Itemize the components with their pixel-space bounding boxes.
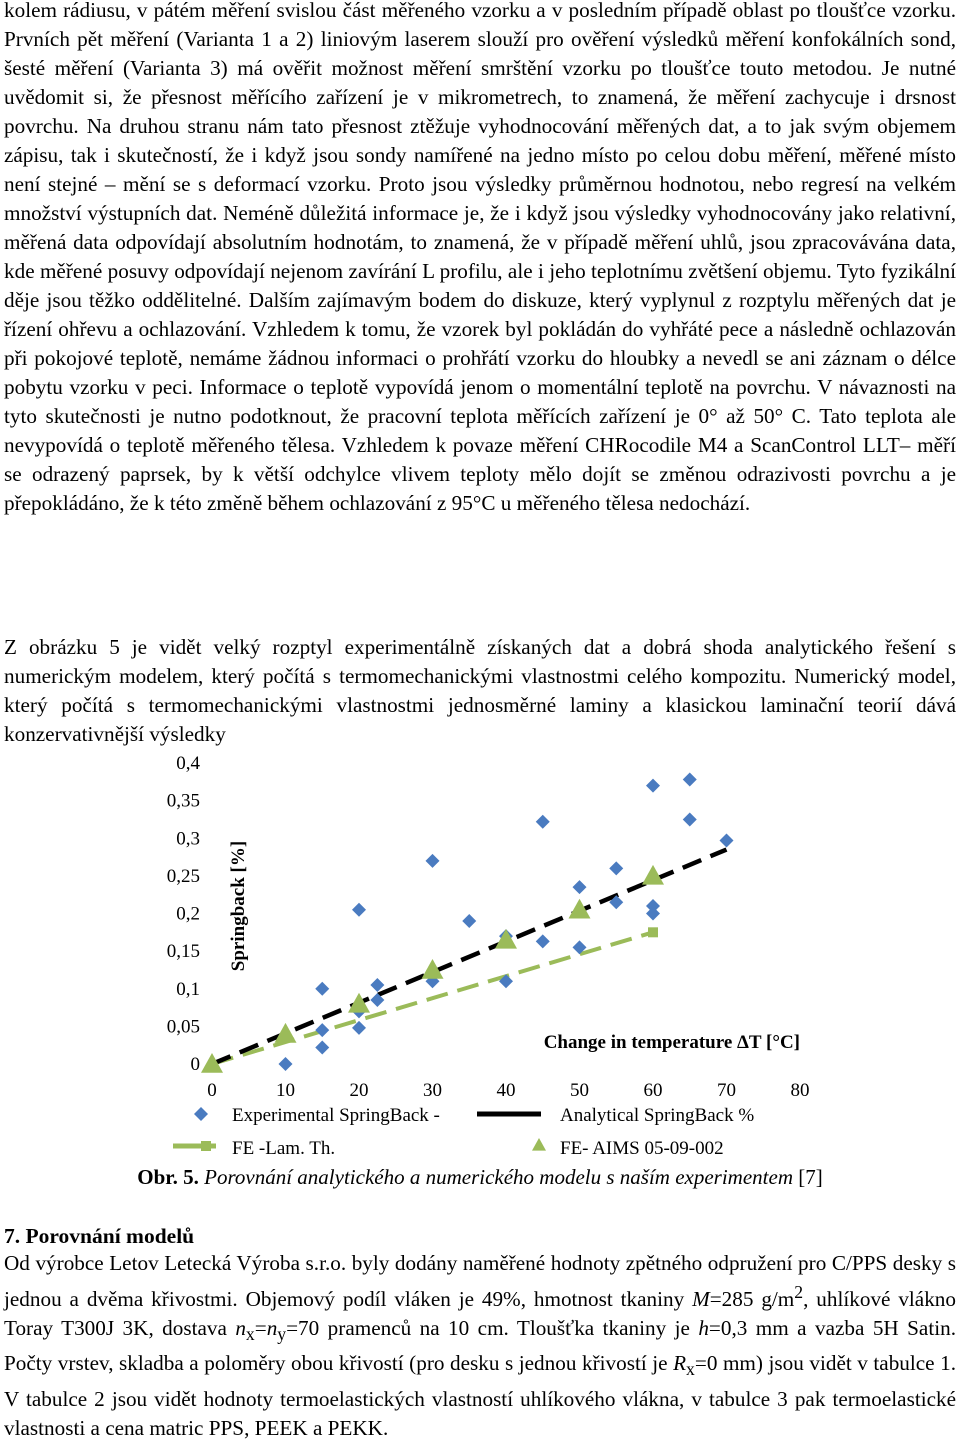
springback-figure	[4, 748, 956, 1168]
experimental-point	[315, 1040, 329, 1054]
symbol-n: n	[266, 1316, 278, 1341]
text-run: , uhlíkové vlákno Toray T300J 3K, dostava	[4, 1287, 956, 1341]
x-tick-label: 10	[276, 1080, 295, 1101]
y-tick-label: 0,2	[176, 903, 200, 925]
experimental-point	[370, 978, 384, 992]
experimental-point	[536, 934, 550, 948]
x-tick-label: 60	[643, 1080, 663, 1101]
symbol-n: n	[235, 1316, 246, 1341]
text-run: =70 pramenců na 10 cm. Tloušťka tkaniny je	[286, 1316, 699, 1341]
legend-label-analytical: Analytical SpringBack %	[560, 1105, 755, 1126]
symbol-h: h	[698, 1316, 709, 1341]
symbol-M: M	[692, 1287, 710, 1312]
text-run: =0 mm) jsou vidět v tabulce 1. V tabulce 2 jsou vidět hodnoty termoelastických vlastností uhlíkového vlákna, v tabulce 3 pak termoelastické vlastnosti a cena matric PPS, PEEK a PEKK.	[4, 1351, 957, 1440]
subscript: x	[245, 1324, 255, 1345]
x-tick-label: 40	[496, 1080, 516, 1101]
y-tick-label: 0,15	[166, 941, 200, 963]
legend-marker-experimental	[194, 1107, 208, 1121]
figure-caption	[4, 1163, 956, 1192]
fe-aims-point	[275, 1023, 297, 1043]
y-tick-label: 0,3	[176, 828, 200, 850]
experimental-point	[352, 903, 366, 917]
paragraph-figure-discussion: Z obrázku 5 je vidět velký rozptyl experimentálně získaných dat a dobrá shoda analytického řešení s numerickým modelem, který počítá s termomechanickými vlastnostmi celého kompozitu. Numerický model, který počítá s termomechanickými vlastnostmi jednosměrné laminy a klasickou laminační teorií dává konzervativnější výsledky	[4, 635, 956, 746]
y-tick-label: 0,4	[176, 753, 200, 774]
y-tick-label: 0,05	[166, 1016, 200, 1038]
symbol-R: R	[673, 1351, 687, 1376]
superscript: 2	[794, 1282, 804, 1302]
experimental-point	[573, 880, 587, 894]
text-run: =0,3 mm a vazba 5H Satin. Počty vrstev, skladba a poloměry obou křivostí (pro desku s jednou křivostí je	[4, 1316, 956, 1376]
text-run: =285 g/m	[709, 1287, 795, 1312]
caption-reference: [7]	[798, 1165, 823, 1189]
x-tick-label: 50	[570, 1080, 589, 1101]
caption-label: Obr. 5.	[137, 1165, 199, 1189]
experimental-point	[683, 812, 697, 826]
experimental-point	[683, 773, 697, 787]
experimental-point	[315, 982, 329, 996]
fe-lam-point	[648, 927, 658, 937]
subscript: x	[686, 1359, 695, 1380]
section-heading: 7. Porovnání modelů	[4, 1224, 195, 1248]
legend-marker-fe-aims	[532, 1138, 546, 1151]
x-tick-label: 30	[423, 1080, 442, 1101]
experimental-point	[315, 1023, 329, 1037]
legend-label-fe-lam: FE -Lam. Th.	[232, 1138, 336, 1159]
x-tick-label: 20	[349, 1080, 369, 1101]
caption-text: Porovnání analytického a numerického modelu s naším experimentem	[204, 1165, 793, 1189]
experimental-point	[720, 834, 734, 848]
x-tick-label: 70	[717, 1080, 736, 1101]
springback-chart	[4, 748, 956, 1168]
paragraph-measurement-discussion: kolem rádiusu, v pátém měření svislou část měřeného vzorku a v posledním případě oblast po tloušťce vzorku. Prvních pět měření (Varianta 1 a 2) liniovým laserem slouží pro ověření výsledků měření konfokálních sond, šesté měření (Varianta 3) má ověřit možnost měření smrštění vzorku po tloušťce touto metodou. Je nutné uvědomit si, že přesnost měřícího zařízení je v mikrometrech, to znamená, že měření zachycuje i drsnost povrchu. Na druhou stranu nám tato přesnost ztěžuje vyhodnocování měřených dat, a to jak svým objemem zápisu, tak i skutečností, že i když jsou sondy namířené na jedno místo po celou dobu měření, měřené místo není stejné – mění se s deformací vzorku. Proto jsou výsledky průměrnou hodnotou, nebo regresí na velkém množství výstupních dat. Neméně důležitá informace je, že i když jsou výsledky vyhodnocovány jako relativní, měřená data odpovídají absolutním hodnotám, to znamená, že v případě měření uhlů, jsou zpracovávána data, kde měřené posuvy odpovídají nejenom zavírání L profilu, ale i jeho teplotnímu zvětšení objemu. Tyto fyzikální děje jsou těžko oddělitelné. Dalším zajímavým bodem do diskuze, který vyplynul z rozptylu měřených dat je řízení ohřevu a ochlazování. Vzhledem k tomu, že vzorek byl pokládán do vyhřáté pece a následně ochlazován při pokojové teplotě, nemáme žádnou informaci o prohřátí vzorku do hloubky a nevedl se ani záznam o délce pobytu vzorku v peci. Informace o teplotě vypovídá jenom o momentální teplotě na povrchu. V návaznosti na tyto skutečnosti je nutno podotknout, že pracovní teplota měřících zařízení je 0° až 50° C. Tato teplota ale nevypovídá o teplotě měřeného tělesa. Vzhledem k povaze měření CHRocodile M4 a ScanControl LLT– měří se odrazený paprsek, by k větší odchylce vlivem teploty mělo dojít se změnou odrazivosti povrchu a je přepokládáno, že k této změně během ochlazování z 95°C u měřeného tělesa nedochází.	[4, 0, 956, 515]
x-tick-label: 80	[790, 1080, 810, 1101]
experimental-point	[426, 854, 440, 868]
x-tick-label: 0	[207, 1080, 217, 1101]
y-tick-label: 0,1	[176, 978, 200, 1000]
experimental-point	[462, 914, 476, 928]
text-run: =	[254, 1316, 267, 1341]
y-tick-label: 0	[190, 1054, 200, 1075]
y-axis-title: Springback [%]	[228, 840, 249, 972]
y-tick-label: 0,35	[166, 790, 200, 812]
x-axis-title: Change in temperature ΔT [°C]	[543, 1032, 800, 1053]
fe-aims-point	[495, 929, 517, 949]
fe-aims-point	[348, 993, 370, 1013]
experimental-point	[646, 779, 660, 793]
legend-marker-fe-lam-square	[201, 1141, 211, 1151]
paragraph-model-comparison	[4, 1249, 956, 1443]
experimental-point	[609, 861, 623, 875]
y-tick-label: 0,25	[166, 865, 200, 887]
experimental-point	[279, 1057, 293, 1071]
subscript: y	[277, 1324, 287, 1345]
experimental-point	[536, 815, 550, 829]
experimental-point	[646, 907, 660, 921]
legend-label-fe-aims: FE- AIMS 05-09-002	[560, 1138, 724, 1159]
text-run: Od výrobce Letov Letecká Výroba s.r.o. byly dodány naměřené hodnoty zpětného odpružení pro C/PPS desky s jednou a dvěma křivostmi. Objemový podíl vláken je 49%, hmotnost tkaniny	[4, 1251, 956, 1312]
legend-label-experimental: Experimental SpringBack -	[232, 1105, 440, 1126]
